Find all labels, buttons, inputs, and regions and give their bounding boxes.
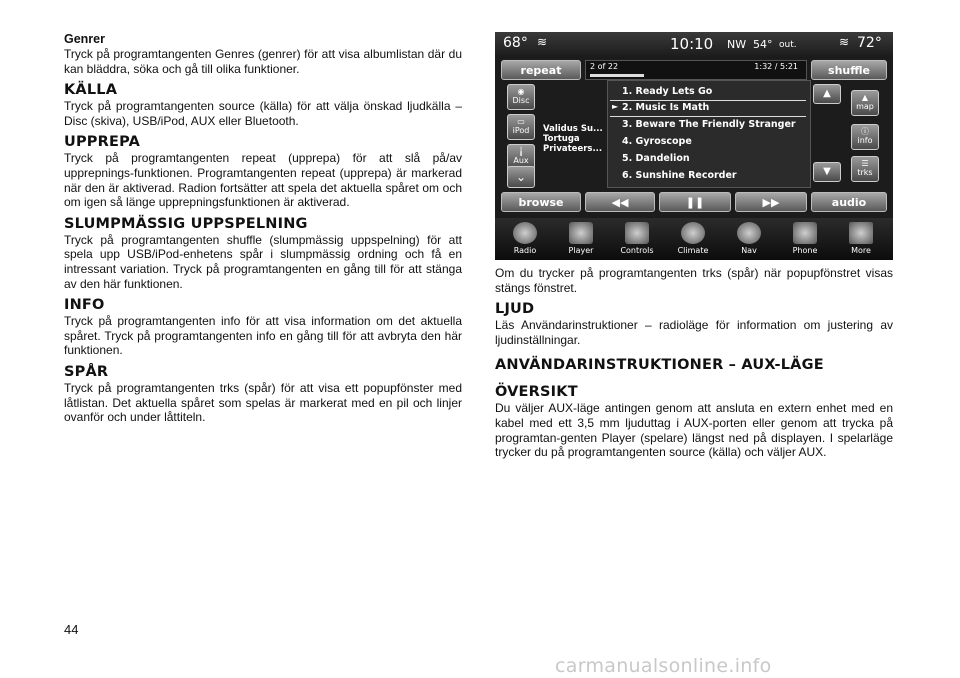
seat-heat-icon: ≋ bbox=[537, 35, 548, 49]
pause-button[interactable] bbox=[659, 192, 731, 212]
previous-button[interactable] bbox=[585, 192, 655, 212]
radio-screen-image bbox=[495, 32, 893, 260]
upprepa-heading: UPPREPA bbox=[64, 134, 141, 151]
track-count: 2 of 22 bbox=[590, 62, 619, 71]
pause-icon: ❚❚ bbox=[685, 196, 705, 209]
nav-more[interactable]: More bbox=[835, 218, 887, 260]
info-heading: INFO bbox=[64, 297, 105, 314]
scroll-down-button[interactable] bbox=[813, 162, 841, 182]
ipod-icon: ▭ bbox=[517, 117, 525, 126]
seat-heat-right-icon: ≋ bbox=[839, 35, 850, 49]
audio-button[interactable]: audio bbox=[811, 192, 887, 212]
triangle-up-icon: ▲ bbox=[823, 88, 831, 99]
watermark: carmanualsonline.info bbox=[555, 655, 772, 677]
kalla-text: Tryck på programtangenten source (källa) för att välja önskad ljudkälla – Disc (skiva), USB/iPod, AUX eller Bluetooth. bbox=[64, 99, 462, 128]
scroll-down-left-button[interactable] bbox=[507, 166, 535, 188]
track-list-popup bbox=[607, 80, 811, 188]
repeat-button[interactable]: repeat bbox=[501, 60, 581, 80]
trks-text: Om du trycker på programtangenten trks (spår) när popupfönstret visas stängs fönstret. bbox=[495, 266, 893, 295]
ljud-heading: LJUD bbox=[495, 301, 535, 318]
map-up-icon: ▲ bbox=[861, 93, 869, 102]
track-item[interactable]: 4. Gyroscope bbox=[622, 136, 692, 147]
temp-right: 72° bbox=[857, 35, 882, 51]
aux-icon: ╽ bbox=[518, 147, 524, 156]
page-number: 44 bbox=[64, 622, 79, 637]
browse-button[interactable]: browse bbox=[501, 192, 581, 212]
compass: NW bbox=[727, 38, 747, 51]
status-bar bbox=[495, 32, 893, 58]
left-column bbox=[64, 32, 462, 425]
progress-bar-fill bbox=[590, 74, 644, 77]
disc-icon: ◉ bbox=[517, 87, 525, 96]
triangle-down-icon: ▼ bbox=[823, 166, 831, 177]
info-button[interactable]: ⓘ info bbox=[851, 124, 879, 150]
climate-icon bbox=[681, 222, 705, 244]
nav-nav[interactable]: Nav bbox=[723, 218, 775, 260]
outside-temp: 54° bbox=[753, 38, 773, 51]
slump-text: Tryck på programtangenten shuffle (slumpmässig uppspelning) för att spela upp USB/iPod-enhetens spår i slumpmässig ordning och få en intressant variation. Tryck på programtangenten en gång till för att stänga av den här funktionen. bbox=[64, 232, 462, 291]
current-track-line-top bbox=[610, 100, 806, 101]
upprepa-text: Tryck på programtangenten repeat (upprepa) för att slå på/av upprepnings-funktionen. Programtangenten repeat (upprepa) är markerad när den är aktiverad. Radion fortsätter att spela det aktuella spåret om och om igen så länge upprepningsfunktionen är aktiverad. bbox=[64, 151, 462, 210]
spar-heading: SPÅR bbox=[64, 363, 109, 380]
track-item-current[interactable]: 2. Music Is Math bbox=[622, 102, 710, 113]
map-button[interactable]: ▲ map bbox=[851, 90, 879, 116]
controls-icon bbox=[625, 222, 649, 244]
clock: 10:10 bbox=[670, 35, 714, 53]
kalla-heading: KÄLLA bbox=[64, 82, 118, 99]
phone-icon bbox=[793, 222, 817, 244]
track-item[interactable]: 3. Beware The Friendly Stranger bbox=[622, 119, 796, 130]
disc-button[interactable]: ◉ Disc bbox=[507, 84, 535, 110]
next-button[interactable] bbox=[735, 192, 807, 212]
bottom-nav bbox=[495, 218, 893, 260]
spar-text: Tryck på programtangenten trks (spår) för att visa ett popupfönster med låtlistan. Det aktuella spåret som spelas är markerat med en pil och linjer ovanför och under låttiteln. bbox=[64, 380, 462, 425]
current-track-line-bottom bbox=[610, 116, 806, 117]
compass-icon bbox=[737, 222, 761, 244]
genrer-heading: Genrer bbox=[64, 32, 105, 46]
artist-info: Validus Su... Tortuga Privateers... bbox=[543, 124, 603, 154]
scroll-up-button[interactable] bbox=[813, 84, 841, 104]
nav-player[interactable]: Player bbox=[555, 218, 607, 260]
trks-button[interactable]: ☰ trks bbox=[851, 156, 879, 182]
info-text: Tryck på programtangenten info för att visa information om det aktuella spåret. Tryck på programtangenten info en gång till för att avbryta den här funktionen. bbox=[64, 314, 462, 358]
skip-forward-icon: ▶▶ bbox=[762, 196, 780, 209]
nav-climate[interactable]: Climate bbox=[667, 218, 719, 260]
temp-left: 68° bbox=[503, 35, 528, 51]
oversikt-text: Du väljer AUX-läge antingen genom att ansluta en extern enhet med en kabel med ett 3,5 mm ljuduttag i AUX-porten eller genom att trycka på programtan-genten Player (spelare) längst ned på displayen. I spelarläge trycker du på programtangenten source (källa) och väljer AUX. bbox=[495, 401, 893, 460]
oversikt-heading: ÖVERSIKT bbox=[495, 384, 578, 401]
outside-label: out. bbox=[779, 40, 797, 50]
more-icon bbox=[849, 222, 873, 244]
shuffle-button[interactable]: shuffle bbox=[811, 60, 887, 80]
ljud-text: Läs Användarinstruktioner – radioläge för information om justering av ljudinställningar. bbox=[495, 318, 893, 347]
slump-heading: SLUMPMÄSSIG UPPSPELNING bbox=[64, 215, 308, 232]
player-icon bbox=[569, 222, 593, 244]
skip-back-icon: ◀◀ bbox=[611, 196, 629, 209]
play-arrow-icon: ► bbox=[612, 102, 619, 111]
right-column bbox=[495, 32, 893, 460]
nav-phone[interactable]: Phone bbox=[779, 218, 831, 260]
nav-controls[interactable]: Controls bbox=[611, 218, 663, 260]
track-item[interactable]: 6. Sunshine Recorder bbox=[622, 170, 737, 181]
radio-icon bbox=[513, 222, 537, 244]
track-item[interactable]: 5. Dandelion bbox=[622, 153, 690, 164]
genrer-text: Tryck på programtangenten Genres (genrer) för att visa albumlistan där du kan bläddra, söka och gå till olika funktioner. bbox=[64, 47, 462, 76]
chevron-down-icon: ⌄ bbox=[515, 170, 527, 184]
nav-radio[interactable]: Radio bbox=[499, 218, 551, 260]
track-item[interactable]: 1. Ready Lets Go bbox=[622, 86, 713, 97]
progress-area bbox=[585, 60, 807, 80]
aux-button[interactable]: ╽ Aux bbox=[507, 144, 535, 170]
ipod-button[interactable]: ▭ iPod bbox=[507, 114, 535, 140]
track-time: 1:32 / 5:21 bbox=[754, 62, 798, 71]
info-icon: ⓘ bbox=[861, 127, 869, 136]
aux-heading: ANVÄNDARINSTRUKTIONER – AUX-LÄGE bbox=[495, 357, 824, 374]
list-icon: ☰ bbox=[861, 159, 869, 168]
